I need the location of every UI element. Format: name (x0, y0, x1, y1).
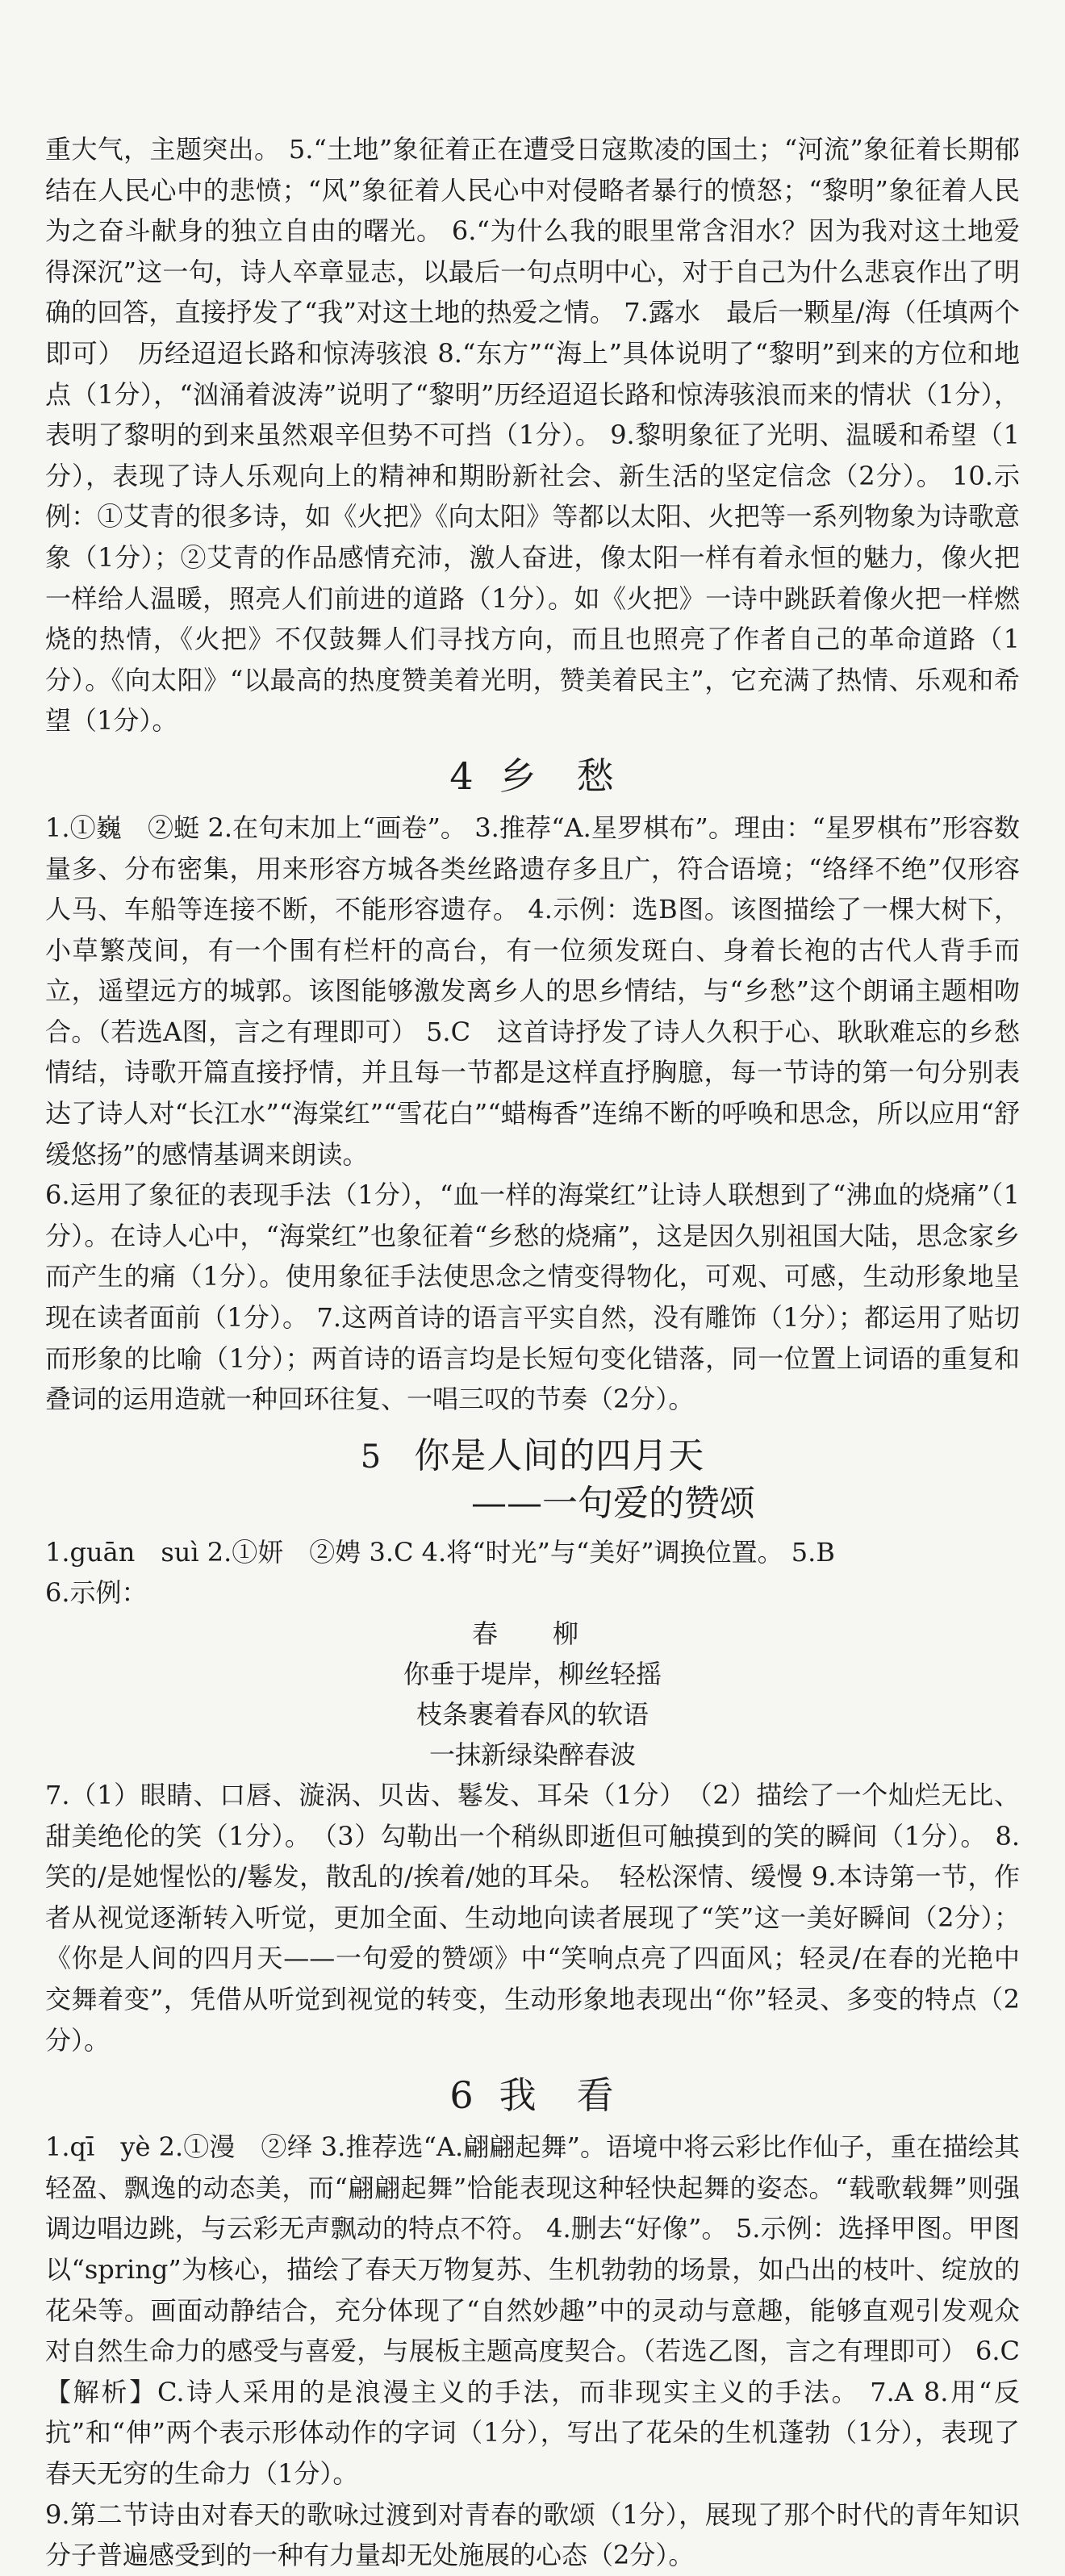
section6-title: 我 看 (499, 2073, 616, 2118)
section4-title: 乡 愁 (499, 754, 616, 798)
section6-answers-1: 1.qī yè 2.①漫 ②绎 3.推荐选“A.翩翩起舞”。语境中将云彩比作仙子，重在描绘其轻盈、飘逸的动态美，而“翩翩起舞”恰能表现这种轻快起舞的姿态。“载歌载舞”则强调边唱边跳，与云彩无声飘动的特点不符。 4.删去“好像”。 5.示例：选择甲图。甲图以“spring”为核心，描绘了春天万物复苏、生机勃勃的场景，如凸出的枝叶、绽放的花朵等。画面动静结合，充分体现了“自然妙趣”中的灵动与意趣，能够直观引发观众对自然生命力的感受与喜爱，与展板主题高度契合。（若选乙图，言之有理即可） 6.C 【解析】C.诗人采用的是浪漫主义的手法，而非现实主义的手法。 7.A 8.用“反抗”和“伸”两个表示形体动作的字词（1分），写出了花朵的生机蓬勃（1分），表现了春天无穷的生命力（1分）。 (45, 2131, 1020, 2489)
poem-title: 春 柳 (471, 1618, 593, 1649)
section5-answers-line2: 6.示例： (45, 1577, 148, 1609)
section6-answers-2: 9.第二节诗由对春天的歌咏过渡到对青春的歌颂（1分），展现了那个时代的青年知识分子普遍感受到的一种有力量却无处施展的心态（2分）。 (45, 2499, 1020, 2571)
section6-heading (45, 2072, 1020, 2119)
page-content (45, 129, 1020, 2576)
poem-line: 一抹新绿染醉春波 (428, 1739, 636, 1770)
section5-answers-para: 7.（1）眼睛、口唇、漩涡、贝齿、鬈发、耳朵（1分） （2）描绘了一个灿烂无比、甜美绝伦的笑（1分）。 （3）勾勒出一个稍纵即逝但可触摸到的笑的瞬间（1分）。 8.笑的/是她惺忪的/鬈发，散乱的/挨着/她的耳朵。 轻松深情、缓慢 9.本诗第一节，作者从视觉逐渐转入听觉，更加全面、生动地向读者展现了“笑”这一美好瞬间（2分）；《你是人间的四月天——一句爱的赞颂》中“笑响点亮了四面风；轻灵/在春的光艳中交舞着变”，凭借从听觉到视觉的转变，生动形象地表现出“你”轻灵、多变的特点（2分）。 (45, 1780, 1020, 2056)
poem-line: 你垂于堤岸，柳丝轻摇 (403, 1659, 662, 1689)
section5-subtitle: ——一句爱的赞颂 (471, 1482, 755, 1524)
section3-answers: 重大气，主题突出。 5.“土地”象征着正在遭受日寇欺凌的国土；“河流”象征着长期郁结在人民心中的悲愤；“风”象征着人民心中对侵略者暴行的愤怒；“黎明”象征着人民为之奋斗献身的独立自由的曙光。 6.“为什么我的眼里常含泪水？因为我对这土地爱得深沉”这一句，诗人卒章显志，以最后一句点明中心，对于自己为什么悲哀作出了明确的回答，直接抒发了“我”对这土地的热爱之情。 7.露水 最后一颗星/海（任填两个即可） 历经迢迢长路和惊涛骇浪 8.“东方”“海上”具体说明了“黎明”到来的方位和地点（1分），“汹涌着波涛”说明了“黎明”历经迢迢长路和惊涛骇浪而来的情状（1分），表明了黎明的到来虽然艰辛但势不可挡（1分）。 9.黎明象征了光明、温暖和希望（1分），表现了诗人乐观向上的精神和期盼新社会、新生活的坚定信念（2分）。 10.示例：①艾青的很多诗，如《火把》《向太阳》等都以太阳、火把等一系列物象为诗歌意象（1分）；②艾青的作品感情充沛，激人奋进，像太阳一样有着永恒的魅力，像火把一样给人温暖，照亮人们前进的道路（1分）。如《火把》一诗中跳跃着像火把一样燃烧的热情，《火把》不仅鼓舞人们寻找方向，而且也照亮了作者自己的革命道路（1分）。《向太阳》“以最高的热度赞美着光明，赞美着民主”，它充满了热情、乐观和希望（1分）。 (45, 134, 1020, 737)
section5-title: 你是人间的四月天 (414, 1434, 705, 1476)
section5-number: 5 (360, 1438, 382, 1476)
section6-number: 6 (449, 2073, 475, 2118)
section4-heading (45, 753, 1020, 800)
section5-heading (45, 1433, 1020, 1527)
example-poem (45, 1614, 1020, 1775)
poem-line: 枝条裹着春风的软语 (416, 1699, 649, 1730)
section4-answers-1: 1.①巍 ②蜓 2.在句末加上“画卷”。 3.推荐“A.星罗棋布”。理由：“星罗棋布”形容数量多、分布密集，用来形容方城各类丝路遗存多且广，符合语境；“络绎不绝”仅形容人马、车船等连接不断，不能形容遗存。 4.示例：选B图。该图描绘了一棵大树下，小草繁茂间，有一个围有栏杆的高台，有一位须发斑白、身着长袍的古代人背手而立，遥望远方的城郭。该图能够激发离乡人的思乡情结，与“乡愁”这个朗诵主题相吻合。（若选A图，言之有理即可） 5.C 这首诗抒发了诗人久积于心、耿耿难忘的乡愁情结，诗歌开篇直接抒情，并且每一节都是这样直抒胸臆，每一节诗的第一句分别表达了诗人对“长江水”“海棠红”“雪花白”“蜡梅香”连绵不断的呼唤和思念，所以应用“舒缓悠扬”的感情基调来朗读。 (45, 812, 1020, 1170)
section4-answers-2: 6.运用了象征的表现手法（1分），“血一样的海棠红”让诗人联想到了“沸血的烧痛”（1分）。在诗人心中，“海棠红”也象征着“乡愁的烧痛”，这是因久别祖国大陆，思念家乡而产生的痛（1分）。使用象征手法使思念之情变得物化，可观、可感，生动形象地呈现在读者面前（1分）。 7.这两首诗的语言平实自然，没有雕饰（1分）；都运用了贴切而形象的比喻（1分）；两首诗的语言均是长短句变化错落，同一位置上词语的重复和叠词的运用造就一种回环往复、一唱三叹的节奏（2分）。 (45, 1179, 1020, 1415)
section4-number: 4 (449, 754, 475, 798)
section5-answers-line1: 1.guān suì 2.①妍 ②娉 3.C 4.将“时光”与“美好”调换位置。 5.B (45, 1536, 835, 1568)
